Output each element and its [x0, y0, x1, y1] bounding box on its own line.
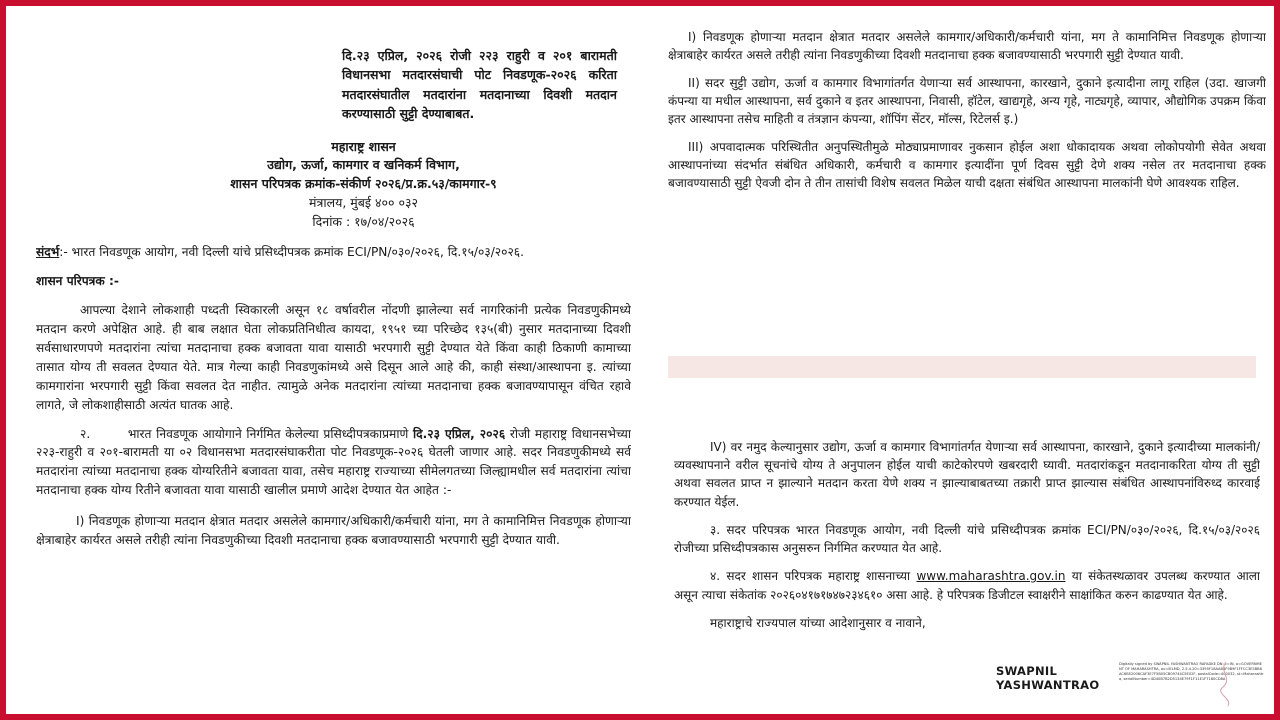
circular-number: शासन परिपत्रक क्रमांक-संकीर्ण २०२६/प्र.क्र.५३/कामगार-९	[230, 176, 497, 191]
signature-last-name: YASHWANTRAO	[996, 678, 1100, 693]
subject: दि.२३ एप्रिल, २०२६ रोजी २२३ राहुरी व २०१ बारामती विधानसभा मतदारसंघाची पोट निवडणूक-२०२६ करिता मतदारसंघातील मतदारांना मतदानाच्या दिवशी मतदान करण्यासाठी सुट्टी देण्याबाबत.	[342, 48, 617, 122]
address: मंत्रालय, मुंबई ४०० ०३२	[309, 194, 418, 210]
item-4: IV) वर नमुद केल्यानुसार उद्योग, ऊर्जा व कामगार विभागांतर्गत येणाऱ्या सर्व आस्थापना, कारखाने, दुकाने इत्यादीच्या मालकांनी/ व्यवस्थापनाने वरील सूचनांचे योग्य ते अनुपालन होईल याची काटेकोरपणे खबरदारी घ्यावी. मतदारांकडून मतदानाकरिता योग्य ती सुट्टी अथवा सवलत प्राप्त न झाल्याने मतदान करता येणे शक्य न झाल्याबाबतच्या तक्रारी प्राप्त झाल्यास संबंधित आस्थापनांविरुध्द कारवाई करण्यात येईल.	[674, 440, 1260, 509]
govt-name: महाराष्ट्र शासन	[331, 138, 396, 154]
paragraph-2	[36, 425, 631, 501]
paragraph-2-date: दि.२३ एप्रिल, २०२६	[413, 426, 506, 441]
signature-first-name: SWAPNIL	[996, 664, 1058, 678]
reference	[36, 243, 631, 262]
paragraph-4-post: या संकेतस्थळावर उपलब्ध करण्यात आला असून त्याचा संकेतांक २०२६०४१७१७४७२३४६१० असा आहे. हे परिपत्रक डिजीटल स्वाक्षरीने साक्षांकित करुन काढण्यात येत आहे.	[674, 569, 1260, 602]
reference-text: :- भारत निवडणूक आयोग, नवी दिल्ली यांचे प्रसिध्दीपत्रक क्रमांक ECI/PN/०३०/२०२६, दि.१५/०३/२०२६.	[59, 245, 525, 260]
header-block	[96, 138, 631, 232]
reference-label: संदर्भ	[36, 245, 60, 260]
signature-scribble-icon	[1214, 658, 1238, 708]
right-item-2: II) सदर सुट्टी उद्योग, ऊर्जा व कामगार विभागांतर्गत येणाऱ्या सर्व आस्थापना, कारखाने, दुकाने इत्यादीना लागू राहिल (उदा. खाजगी कंपन्या या मधील आस्थापना, सर्व दुकाने व इतर आस्थापना, निवासी, हॉटेल, खाद्यगृहे, अन्य गृहे, नाट्यगृहे, व्यापार, औद्योगिक उपक्रम किंवा इतर आस्थापना तसेच माहिती व तंत्रज्ञान कंपन्या, शॉपिंग सेंटर, मॉल्स, रिटेलर्स इ.)	[668, 76, 1266, 126]
department-name: उद्योग, ऊर्जा, कामगार व खनिकर्म विभाग,	[267, 157, 460, 173]
circular-date: दिनांक : १७/०४/२०२६	[312, 213, 415, 229]
closing-line: महाराष्ट्राचे राज्यपाल यांच्या आदेशानुसार व नावाने,	[710, 615, 926, 630]
paragraph-1: आपल्या देशाने लोकशाही पध्दती स्विकारली असून १८ वर्षावरील नोंदणी झालेल्या सर्व नागरिकांनी प्रत्येक निवडणुकीमध्ये मतदान करणे अपेक्षित आहे. ही बाब लक्षात घेता लोकप्रतिनिधीत्व कायदा, १९५१ च्या परिच्छेद १३५(बी) नुसार मतदानाच्या दिवशी सर्वसाधारणपणे मतदारांना त्यांचा मतदानाचा हक्क बजावता यावा यासाठी भरपगारी सुट्टी देण्यात येते किंवा काही ठिकाणी कामाच्या तासात योग्य ती सवलत देण्यात येते. मात्र गेल्या काही निवडणुकांमध्ये असे दिसून आले आहे की, काही संस्था/आस्थापना इ. त्यांच्या कामगारांना भरपगारी सुट्टी किंवा सवलत देत नाहीत. त्यामुळे अनेक मतदारांना त्यांच्या मतदानाचा हक्क बजावण्यापासून वंचित रहावे लागते, जे लोकशाहीसाठी अत्यंत घातक आहे.	[36, 303, 631, 412]
left-page	[36, 46, 631, 714]
paragraph-2-post: रोजी महाराष्ट्र विधानसभेच्या २२३-राहुरी व २०१-बारामती या ०२ विधानसभा मतदारसंघाकरीता पोट निवडणूक-२०२६ घेतली जाणार आहे. सदर निवडणुकीमध्ये सर्व मतदारांना त्यांच्या मतदानाचा हक्क योग्यरितीने बजावता यावा, तसेच महाराष्ट्र राज्याच्या सीमेलगतच्या जिल्ह्यामधील सर्व मतदारांना त्यांचा मतदानाचा हक्क योग्य रितीने बजावता यावा यासाठी खालील प्रमाणे आदेश देण्यात येत आहेत :-	[36, 426, 631, 498]
circular-title: शासन परिपत्रक :-	[36, 274, 119, 289]
right-item-3: III) अपवादात्मक परिस्थितीत अनुपस्थितीमुळे मोठ्याप्रमाणावर नुकसान होईल अशा धोकादायक अथवा लोकोपयोगी सेवेत अथवा आस्थापनांच्या संदर्भात संबंधित अधिकारी, कर्मचारी व कामगार इत्यादींना पूर्ण दिवस सुट्टी देणे शक्य नसेल तर मतदानाचा हक्क बजावण्यासाठी सुट्टी ऐवजी दोन ते तीन तासांची विशेष सवलत मिळेल याची दक्षता संबंधित आस्थापना मालकांनी घेणे आवश्यक राहिल.	[668, 140, 1266, 190]
digital-signature-certificate: Digitally signed by SWAPNIL YASHWANTRAO RAFADKE DN: c=IN, o=GOVERNMENT OF MAHARASHTRA, ou=IELMD, 2.5.4.20=3395F18AAB8F9B9F1FFCC3E5BB8AC6B52006CAF3E7F5B05CB09744C5E02F, postalCode=400032, st=Maharashtra, serialNumber=4D40B7B2D5134E79F1F11E1F7180CD8A	[1119, 662, 1264, 681]
left-item-1: I) निवडणूक होणाऱ्या मतदान क्षेत्रात मतदार असलेले कामगार/अधिकारी/कर्मचारी यांना, मग ते कामानिमित्त निवडणूक होणाऱ्या क्षेत्राबाहेर कार्यरत असले तरीही त्यांना निवडणुकीच्या दिवशी मतदानाचा हक्क बजावण्यासाठी भरपगारी सुट्टी देण्यात यावी.	[36, 514, 631, 548]
paragraph-4	[674, 567, 1260, 603]
right-item-1: I) निवडणूक होणाऱ्या मतदान क्षेत्रात मतदार असलेले कामगार/अधिकारी/कर्मचारी यांना, मग ते कामानिमित्त निवडणूक होणाऱ्या क्षेत्राबाहेर कार्यरत असले तरीही त्यांना निवडणुकीच्या दिवशी मतदानाचा हक्क बजावण्यासाठी भरपगारी सुट्टी देण्यात यावी.	[668, 30, 1266, 62]
website-link[interactable]: www.maharashtra.gov.in	[916, 569, 1066, 584]
paragraph-4-pre: ४. सदर शासन परिपत्रक महाराष्ट्र शासनाच्या	[710, 569, 911, 584]
paragraph-3: ३. सदर परिपत्रक भारत निवडणूक आयोग, नवी दिल्ली यांचे प्रसिध्दीपत्रक क्रमांक ECI/PN/०३०/२०२६, दि.१५/०३/२०२६ रोजीच्या प्रसिध्दीपत्रकास अनुसरुन निर्गमित करण्यात येत आहे.	[674, 522, 1260, 556]
page-separator-band	[668, 356, 1256, 378]
document-frame	[6, 6, 1274, 714]
paragraph-2-pre: भारत निवडणूक आयोगाने निर्गमित केलेल्या प्रसिध्दीपत्रकाप्रमाणे	[127, 426, 409, 441]
signature-name	[996, 664, 1099, 693]
right-top-page	[668, 28, 1266, 278]
paragraph-2-number: २.	[80, 426, 91, 441]
